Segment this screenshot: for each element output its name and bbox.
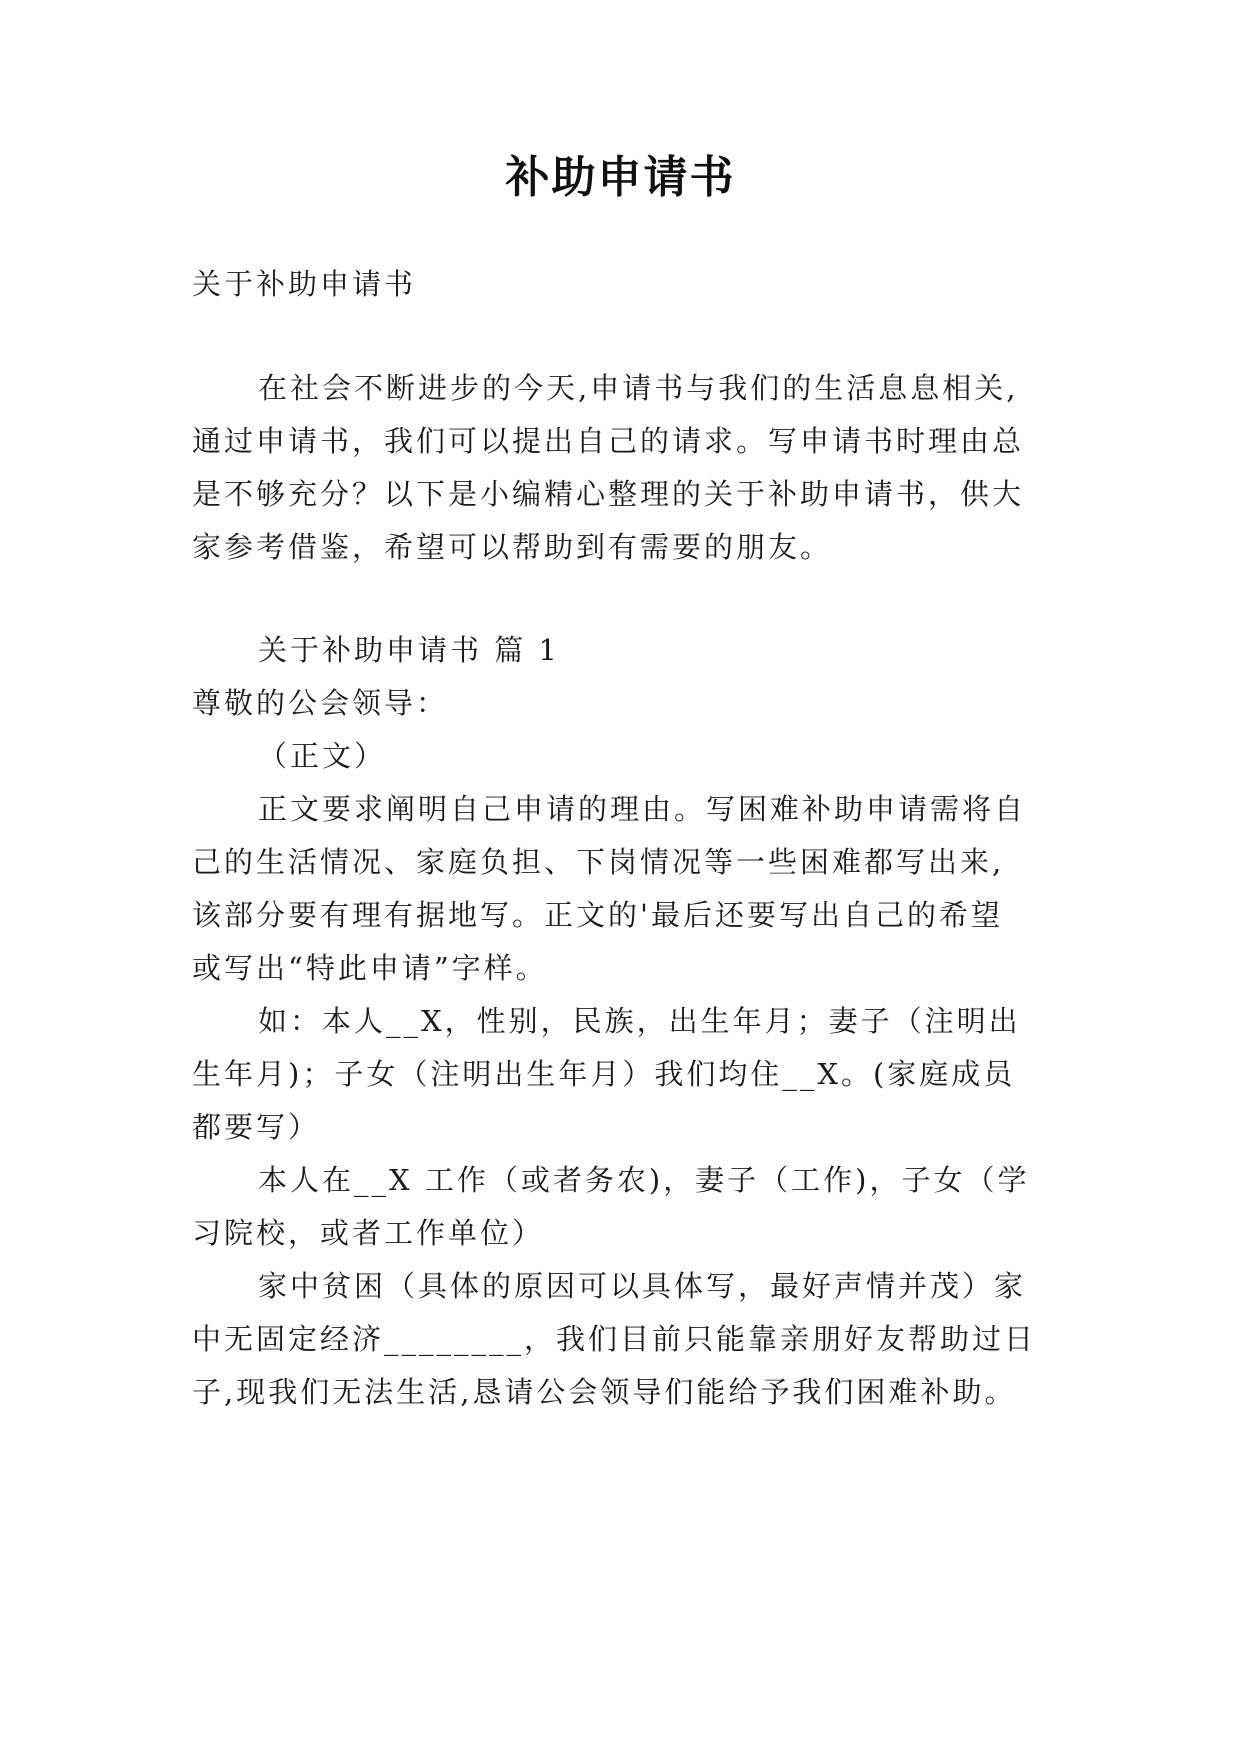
work-paragraph-line: 本人在__X 工作（或者务农)，妻子（工作)，子女（学 (258, 1163, 1030, 1197)
body-paragraph-line: 或写出“特此申请”字样。 (192, 951, 548, 985)
work-paragraph-line: 习院校，或者工作单位） (192, 1216, 545, 1250)
poverty-paragraph-line: 家中贫困（具体的原因可以具体写，最好声情并茂）家 (258, 1269, 1027, 1303)
intro-line: 在社会不断进步的今天,申请书与我们的生活息息相关, (258, 371, 1019, 405)
poverty-paragraph-line: 子,现我们无法生活,恳请公会领导们能给予我们困难补助。 (192, 1375, 1017, 1409)
body-paragraph-line: 正文要求阐明自己申请的理由。写困难补助申请需将自 (258, 792, 1027, 826)
intro-line: 是不够充分？以下是小编精心整理的关于补助申请书，供大 (192, 477, 1025, 511)
document-subtitle: 关于补助申请书 (192, 267, 417, 301)
intro-line: 家参考借鉴，希望可以帮助到有需要的朋友。 (192, 530, 833, 564)
example-paragraph-line: 生年月)；子女（注明出生年月）我们均住__X。(家庭成员 (192, 1057, 1016, 1091)
document-title: 补助申请书 (505, 152, 736, 203)
example-paragraph-line: 如：本人__X，性别，民族，出生年月；妻子（注明出 (258, 1004, 1021, 1038)
body-paragraph-line: 己的生活情况、家庭负担、下岗情况等一些困难都写出来, (192, 845, 1005, 879)
intro-line: 通过申请书，我们可以提出自己的请求。写申请书时理由总 (192, 424, 1025, 458)
section-heading: 关于补助申请书 篇 1 (258, 633, 560, 667)
poverty-paragraph-line: 中无固定经济________，我们目前只能靠亲朋好友帮助过日 (192, 1322, 1037, 1356)
example-paragraph-line: 都要写） (192, 1110, 321, 1144)
body-label: （正文） (258, 739, 387, 773)
body-paragraph-line: 该部分要有理有据地写。正文的'最后还要写出自己的希望 (192, 898, 1003, 932)
salutation: 尊敬的公会领导： (192, 686, 449, 720)
